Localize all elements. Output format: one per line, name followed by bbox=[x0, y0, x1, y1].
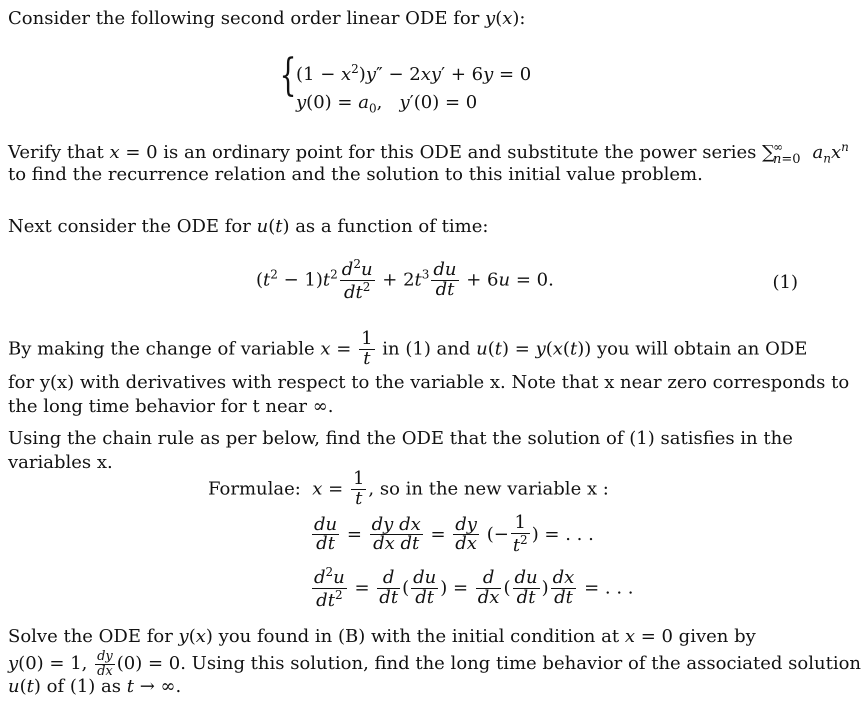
verify-text-line2: to find the recurrence relation and the solution to this initial value problem. bbox=[8, 164, 703, 185]
ode-1: $(t^2 - 1)t^2$ $\frac{d^2u}{dt^2}$ + $2t^3$ $\frac{du}{dt}$ + 6u = 0. bbox=[256, 257, 554, 303]
solve-line3: u(t) of (1) as t → ∞. bbox=[8, 676, 182, 697]
change-var-line1: By making the change of variable x = $\frac{1}{t}$ in (1) and u(t) = y(x(t)) you will obtain an ODE bbox=[8, 328, 808, 369]
power-series: $\sum^\infty_{n=0}$ $a_nx^n$ bbox=[762, 140, 849, 167]
chain-line2: variables x. bbox=[8, 452, 113, 473]
next-text: Next consider the ODE for u(t) as a function of time: bbox=[8, 216, 489, 237]
chain-rule-second: $\frac{d^2u}{dt^2}$ = $\frac{d}{dt}$ ( $\frac{du}{dt}$ ) = $\frac{d}{dx}$ ( $\frac{du}{dt}$ ) $\frac{dx}{dt}$ = . . . bbox=[314, 565, 634, 611]
left-brace: { bbox=[279, 50, 297, 101]
change-var-line3: the long time behavior for t near ∞. bbox=[8, 396, 334, 417]
intro-text: Consider the following second order linear ODE for y(x): bbox=[8, 8, 526, 29]
equation-number: (1) bbox=[772, 272, 798, 293]
chain-rule-first: $\frac{du}{dt}$ = $\frac{\text{dy dx}}{\text{dx dt}}$ = $\frac{dy}{dx}$ (− $\frac{1}{t^2}$ ) = . . . bbox=[314, 512, 594, 556]
formulae-line: Formulae: x = $\frac{1}{t}$ , so in the new variable x : bbox=[208, 468, 609, 509]
ode-equation: $(1 - x^2)y'' - 2xy' + 6y = 0$ bbox=[296, 62, 532, 85]
solve-line2: y(0) = 1, $\frac{dy}{dx}$ (0) = 0. Using this solution, find the long time behavior of the associated solution bbox=[8, 649, 861, 679]
change-var-line2: for y(x) with derivatives with respect to the variable x. Note that x near zero corresponds to bbox=[8, 372, 850, 393]
chain-line1: Using the chain rule as per below, find the ODE that the solution of (1) satisfies in the bbox=[8, 428, 793, 449]
initial-conditions: $y(0) = a_0$, y′(0) = 0 bbox=[296, 92, 478, 116]
verify-text-line1: Verify that x = 0 is an ordinary point for this ODE and substitute the power series $\sum^\infty_{n=0}$ $a_nx^n$ bbox=[8, 140, 849, 167]
solve-line1: Solve the ODE for y(x) you found in (B) with the initial condition at x = 0 given by bbox=[8, 626, 756, 647]
